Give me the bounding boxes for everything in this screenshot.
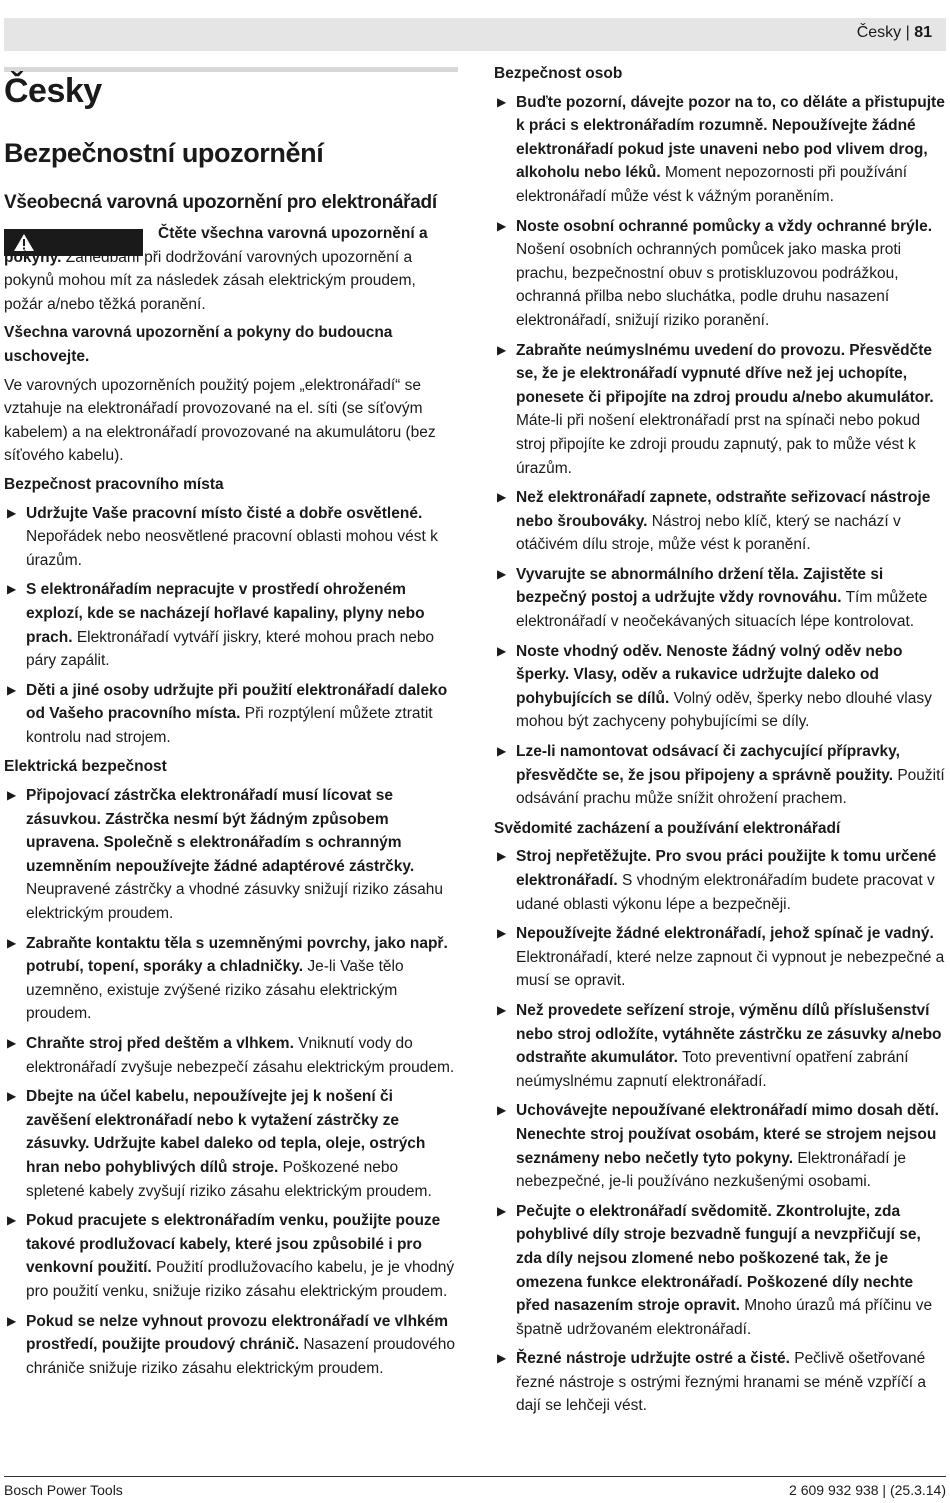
item-bold: Než elektronářadí zapnete, odstraňte seřizovací nástroje nebo šroubováky. [516,489,931,530]
item-bold: Řezné nástroje udržujte ostré a čisté. [516,1350,790,1368]
bullet-arrow-icon: ▶ [497,1002,507,1017]
header-separator: | [905,24,910,41]
list-item [494,486,946,557]
work-area-list [4,502,456,750]
header-bar [4,18,946,51]
bullet-arrow-icon: ▶ [7,1036,17,1050]
item-text: Je-li Vaše tělo uzemněno, existuje zvýšené riziko zásahu elektrickým proudem. [26,958,404,1023]
bullet-arrow-icon: ▶ [497,1203,507,1218]
item-bold: Uchovávejte nepoužívané elektronářadí mimo dosah dětí. Nenechte stroj používat osobám, které se strojem nejsou seznámeny nebo nečetly tyto pokyny. [516,1102,939,1167]
right-column [494,62,946,1424]
bullet-arrow-icon: ▶ [7,1089,17,1104]
item-bold: Noste osobní ochranné pomůcky a vždy ochranné brýle. [516,217,933,235]
item-text: Elektronářadí, které nelze zapnout či vypnout je nebezpečné a musí se opravit. [516,948,945,990]
item-bold: Pokud se nelze vyhnout provozu elektronářadí ve vlhkém prostředí, použijte proudový chránič. [26,1312,449,1354]
list-item [494,922,946,993]
item-bold: Pečujte o elektronářadí svědomitě. Zkontrolujte, zda pohyblivé díly stroje bezvadně fungují a nevzpřičují se, zda díly nejsou zlomené nebo poškozené tak, že je omezena funkce elektronářadí. Poškozené díly nechte před nasazením stroje opravit. [516,1202,921,1315]
definition-paragraph: Ve varovných upozorněních použitý pojem „elektronářadí“ se vztahuje na elektronářadí provozované na el. síti (se síťovým kabelem) a na elektronářadí provozované na akumulátoru (bez síťového kabelu). [4,376,436,465]
item-bold: Vyvarujte se abnormálního držení těla. Zajistěte si bezpečný postoj a udržujte vždy rovnováhu. [516,565,884,607]
bullet-arrow-icon: ▶ [497,849,507,864]
item-text: Máte-li při nošení elektronářadí prst na spínači nebo pokud stroj připojíte ke zdroji proudu zapnutý, pak to může vést k úrazům. [516,412,921,477]
list-item [494,563,946,634]
bullet-arrow-icon: ▶ [7,1213,17,1228]
list-item [494,845,946,916]
section-personal: Bezpečnost osob [494,65,623,82]
list-item [494,640,946,734]
item-text: Nošení osobních ochranných pomůcek jako maska proti prachu, bezpečnostní obuv s protiskluzovou podrážkou, ochranná přilba nebo sluchátka, podle druhu nasazení elektronářadí, snižují riziko poranění. [516,241,902,329]
item-text: Nepořádek nebo neosvětlené pracovní oblasti mohou vést k úrazům. [26,528,438,569]
bullet-arrow-icon: ▶ [497,490,507,505]
list-item [494,740,946,811]
item-bold: Zabraňte kontaktu těla s uzemněnými povrchy, jako např. potrubí, topení, sporáky a chladničky. [26,934,448,976]
item-text: Nasazení proudového chrániče snižuje riziko zásahu elektrickým proudem. [26,1336,455,1377]
list-item [4,784,456,926]
list-item [4,679,456,750]
page-title: Česky [4,72,102,110]
list-item [4,1310,456,1381]
item-bold: Stroj nepřetěžujte. Pro svou práci použijte k tomu určené elektronářadí. [516,848,937,889]
list-item [494,215,946,333]
list-item [4,502,456,573]
page-number: 81 [914,24,932,41]
electrical-list [4,784,456,1380]
left-column [4,222,456,1386]
item-bold: Zabraňte neúmyslnému uvedení do provozu. Přesvědčte se, že je elektronářadí vypnuté dříve než jej uchopíte, ponesete či připojíte na zdroj proudu a/nebo akumulátor. [516,341,934,406]
item-text: Elektronářadí vytváří jiskry, které mohou prach nebo páry zapálit. [26,628,435,670]
bullet-arrow-icon: ▶ [7,935,17,950]
item-text: Moment nepozornosti při používání elektronářadí může vést k vážným poraněním. [516,164,908,205]
bullet-arrow-icon: ▶ [497,744,507,759]
bullet-arrow-icon: ▶ [7,682,17,697]
bullet-arrow-icon: ▶ [497,926,507,941]
bullet-arrow-icon: ▶ [497,218,507,233]
bullet-arrow-icon: ▶ [497,94,507,109]
bullet-arrow-icon: ▶ [7,788,17,803]
footer-rule [4,1476,946,1477]
intro-text: Zanedbání při dodržování varovných upozornění a pokynů mohou mít za následek zásah elektrickým proudem, požár a/nebo těžká poranění. [4,248,416,313]
list-item [494,1200,946,1342]
item-text: Neupravené zástrčky a vhodné zásuvky snižují riziko zásahu elektrickým proudem. [26,881,443,923]
item-text: Tím můžete elektronářadí v neočekávaných situacích lépe kontrolovat. [516,589,928,631]
item-bold: Pokud pracujete s elektronářadím venku, použijte pouze takové prodlužovací kabely, které jsou způsobilé i pro venkovní použití. [26,1212,441,1277]
item-text: Vniknutí vody do elektronářadí zvyšuje nebezpečí zásahu elektrickým proudem. [26,1035,455,1076]
section-work-area: Bezpečnost pracovního místa [4,475,224,493]
item-bold: Nepoužívejte žádné elektronářadí, jehož spínač je vadný. [516,925,934,943]
section-heading: Bezpečnostní upozornění [4,138,324,168]
bullet-arrow-icon: ▶ [497,1351,507,1366]
bullet-arrow-icon: ▶ [7,505,17,520]
bullet-arrow-icon: ▶ [497,1103,507,1118]
item-bold: Noste vhodný oděv. Nenoste žádný volný oděv nebo šperky. Vlasy, oděv a rukavice udržujte daleko od pohybujících se dílů. [516,642,903,707]
footer-brand: Bosch Power Tools [4,1482,123,1498]
item-text: Nástroj nebo klíč, který se nachází v otáčivém dílu stroje, může vést k poranění. [516,512,901,554]
subsection-heading: Všeobecná varovná upozornění pro elektronářadí [4,192,437,213]
section-electrical: Elektrická bezpečnost [4,758,167,776]
item-bold: Buďte pozorní, dávejte pozor na to, co děláte a přistupujte k práci s elektronářadím rozumně. Nepoužívejte žádné elektronářadí pokud jste unaveni nebo pod vlivem drog, alkoholu nebo léků. [516,93,945,182]
item-text: Použití prodlužovacího kabelu, je je vhodný pro použití venku, snižuje riziko zásahu elektrickým proudem. [26,1259,455,1300]
item-bold: Než provedete seřízení stroje, výměnu dílů příslušenství nebo stroj odložíte, vytáhněte zástrčku ze zásuvky a/nebo odstraňte akumulátor. [516,1001,942,1067]
list-item [4,1032,456,1079]
list-item [494,1347,946,1418]
keep-instructions: Všechna varovná upozornění a pokyny do budoucna uschovejte. [4,324,393,365]
intro-paragraph [4,222,456,316]
item-text: Poškozené nebo spletené kabely zvyšují riziko zásahu elektrickým proudem. [26,1158,432,1200]
item-text: Elektronářadí je nebezpečné, je-li používáno nezkušenými osobami. [516,1149,906,1191]
item-bold: Děti a jiné osoby udržujte při použití elektronářadí daleko od Vašeho pracovního místa. [26,681,448,723]
bullet-arrow-icon: ▶ [7,1313,17,1328]
list-item [494,1099,946,1193]
running-header [857,24,932,42]
item-text: S vhodným elektronářadím budete pracovat v udané oblasti výkonu lépe a bezpečněji. [516,872,935,913]
item-text: Při rozptýlení můžete ztratit kontrolu nad strojem. [26,705,433,746]
bullet-arrow-icon: ▶ [497,342,507,357]
item-text: Volný oděv, šperky nebo dlouhé vlasy mohou být zachyceny pohybujícími se díly. [516,689,932,731]
item-text: Mnoho úrazů má příčinu ve špatně udržovaném elektronářadí. [516,1297,933,1338]
list-item [494,339,946,481]
bullet-arrow-icon: ▶ [497,566,507,581]
list-item [4,578,456,672]
list-item [4,932,456,1026]
section-tool-use: Svědomité zacházení a používání elektronářadí [494,819,841,837]
list-item [494,91,946,209]
item-text: Použití odsávání prachu může snížit ohrožení prachem. [516,766,945,808]
bullet-arrow-icon: ▶ [7,582,17,597]
header-language: Česky [856,24,902,41]
item-text: Toto preventivní opatření zabrání neúmyslnému zapnutí elektronářadí. [516,1049,909,1090]
item-bold: Lze-li namontovat odsávací či zachycující přípravky, přesvědčte se, že jsou připojeny a správně použity. [516,743,900,784]
list-item [494,999,946,1093]
list-item [4,1209,456,1303]
item-text: Pečlivě ošetřované řezné nástroje s ostrými řeznými hranami se méně vzpříčí a dají se lehčeji vést. [516,1350,927,1415]
tool-use-list [494,845,946,1418]
footer-code: 2 609 932 938 | (25.3.14) [789,1482,946,1498]
personal-list [494,91,946,811]
item-bold: Chraňte stroj před deštěm a vlhkem. [26,1035,294,1052]
item-bold: Připojovací zástrčka elektronářadí musí lícovat se zásuvkou. Zástrčka nesmí být žádným způsobem upravena. Společně s elektronářadím s ochranným uzemněním nepoužívejte žádné adaptérové zástrčky. [26,787,415,875]
item-bold: S elektronářadím nepracujte v prostředí ohroženém explozí, kde se nacházejí hořlavé kapaliny, plyny nebo prach. [26,581,425,646]
intro-bold: Čtěte všechna varovná upozornění a pokyny. [4,225,428,266]
item-bold: Udržujte Vaše pracovní místo čisté a dobře osvětlené. [26,504,423,522]
bullet-arrow-icon: ▶ [497,643,507,658]
item-bold: Dbejte na účel kabelu, nepoužívejte jej k nošení či zavěšení elektronářadí nebo k vytažení zástrčky ze zásuvky. Udržujte kabel daleko od tepla, oleje, ostrých hran nebo pohyblivých dílů stroje. [26,1088,426,1176]
list-item [4,1085,456,1203]
